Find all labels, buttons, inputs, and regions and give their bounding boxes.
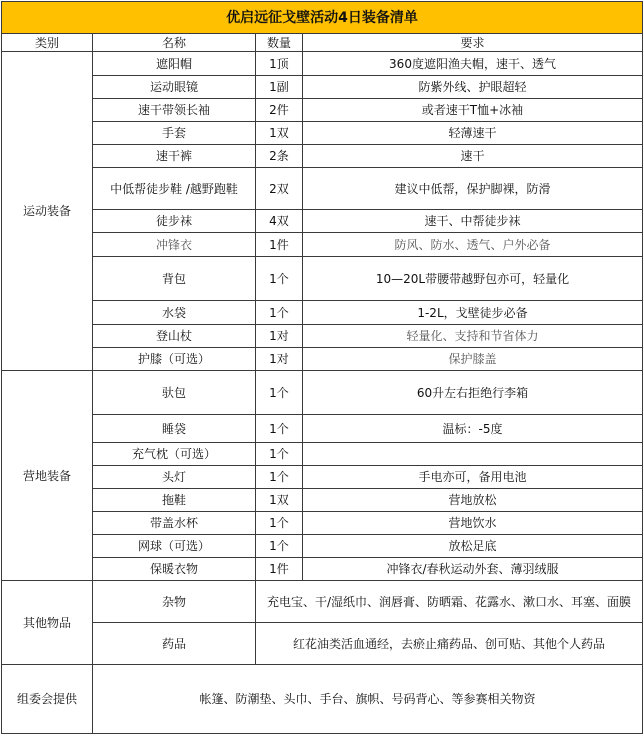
item-name: 充气枕（可选） — [93, 443, 256, 466]
item-name: 遮阳帽 — [93, 52, 256, 76]
item-qty: 1个 — [256, 415, 303, 443]
category-organizer: 组委会提供 — [2, 665, 93, 734]
header-category: 类别 — [2, 34, 93, 52]
item-name: 头灯 — [93, 466, 256, 489]
item-req: 60升左右拒绝行李箱 — [303, 371, 643, 415]
item-req: 轻薄速干 — [303, 122, 643, 145]
item-req: 温标：-5度 — [303, 415, 643, 443]
item-qty: 1件 — [256, 233, 303, 257]
item-qty: 1双 — [256, 122, 303, 145]
item-req: 360度遮阳渔夫帽，速干、透气 — [303, 52, 643, 76]
category-other: 其他物品 — [2, 581, 93, 665]
item-req: 速干 — [303, 145, 643, 168]
category-sports: 运动装备 — [2, 52, 93, 371]
category-camp: 营地装备 — [2, 371, 93, 581]
item-req: 保护膝盖 — [303, 348, 643, 371]
item-name: 运动眼镜 — [93, 76, 256, 99]
item-req: 防风、防水、透气、户外必备 — [303, 233, 643, 257]
item-req: 营地放松 — [303, 489, 643, 512]
header-name: 名称 — [93, 34, 256, 52]
item-name: 中低帮徒步鞋 /越野跑鞋 — [93, 168, 256, 210]
item-name: 睡袋 — [93, 415, 256, 443]
item-qty: 1个 — [256, 443, 303, 466]
header-quantity: 数量 — [256, 34, 303, 52]
item-name: 网球（可选） — [93, 535, 256, 558]
item-qty: 1对 — [256, 348, 303, 371]
item-qty: 1副 — [256, 76, 303, 99]
item-name: 药品 — [93, 623, 256, 665]
item-req — [303, 443, 643, 466]
item-name: 登山杖 — [93, 325, 256, 348]
item-req: 充电宝、干/湿纸巾、润唇膏、防晒霜、花露水、漱口水、耳塞、面膜 — [256, 581, 643, 623]
table-title: 优启远征戈壁活动4日装备清单 — [2, 2, 643, 34]
item-req: 1-2L，戈壁徒步必备 — [303, 301, 643, 325]
item-name: 杂物 — [93, 581, 256, 623]
item-name: 速干裤 — [93, 145, 256, 168]
item-qty: 2件 — [256, 99, 303, 122]
item-name: 驮包 — [93, 371, 256, 415]
item-name: 背包 — [93, 257, 256, 301]
item-qty: 1个 — [256, 371, 303, 415]
item-req: 放松足底 — [303, 535, 643, 558]
item-qty: 1个 — [256, 535, 303, 558]
item-qty: 1顶 — [256, 52, 303, 76]
item-req: 营地饮水 — [303, 512, 643, 535]
item-name: 保暖衣物 — [93, 558, 256, 581]
item-req: 建议中低帮，保护脚裸，防滑 — [303, 168, 643, 210]
item-req: 10—20L带腰带越野包亦可，轻量化 — [303, 257, 643, 301]
item-name: 冲锋衣 — [93, 233, 256, 257]
item-qty: 4双 — [256, 210, 303, 233]
item-qty: 1个 — [256, 466, 303, 489]
item-qty: 2条 — [256, 145, 303, 168]
item-req: 冲锋衣/春秋运动外套、薄羽绒服 — [303, 558, 643, 581]
item-name: 带盖水杯 — [93, 512, 256, 535]
item-name: 速干带领长袖 — [93, 99, 256, 122]
item-name: 拖鞋 — [93, 489, 256, 512]
item-req: 红花油类活血通经，去瘀止痛药品、创可贴、其他个人药品 — [256, 623, 643, 665]
item-name: 护膝（可选） — [93, 348, 256, 371]
organizer-items: 帐篷、防潮垫、头巾、手台、旗帜、号码背心、等参赛相关物资 — [93, 665, 643, 734]
item-qty: 1个 — [256, 301, 303, 325]
item-qty: 1件 — [256, 558, 303, 581]
item-name: 手套 — [93, 122, 256, 145]
item-qty: 1对 — [256, 325, 303, 348]
item-qty: 1双 — [256, 489, 303, 512]
item-req: 速干、中帮徒步袜 — [303, 210, 643, 233]
item-qty: 1个 — [256, 257, 303, 301]
item-req: 手电亦可，备用电池 — [303, 466, 643, 489]
item-req: 或者速干T恤+冰袖 — [303, 99, 643, 122]
item-qty: 1个 — [256, 512, 303, 535]
item-qty: 2双 — [256, 168, 303, 210]
item-name: 徒步袜 — [93, 210, 256, 233]
equipment-table — [1, 1, 643, 734]
item-req: 防紫外线、护眼超轻 — [303, 76, 643, 99]
item-req: 轻量化、支持和节省体力 — [303, 325, 643, 348]
header-requirement: 要求 — [303, 34, 643, 52]
item-name: 水袋 — [93, 301, 256, 325]
